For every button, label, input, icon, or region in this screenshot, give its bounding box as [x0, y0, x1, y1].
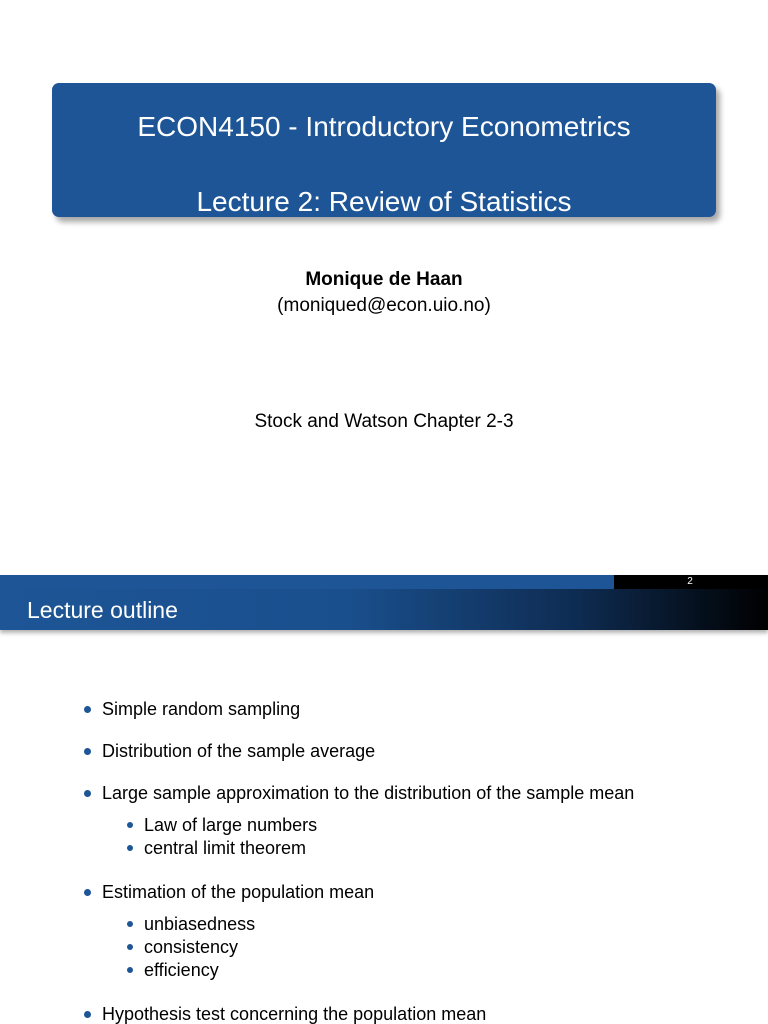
list-item: Estimation of the population mean [102, 882, 375, 902]
list-item: Distribution of the sample average [102, 741, 376, 761]
sub-list-item: efficiency [144, 960, 219, 980]
bullet-icon [127, 944, 133, 950]
bullet-icon [127, 921, 133, 927]
textbook-reference: Stock and Watson Chapter 2-3 [254, 411, 514, 432]
list-item: Hypothesis test concerning the population mean [102, 1004, 487, 1024]
bullet-icon [127, 845, 133, 851]
bullet-icon [84, 706, 91, 713]
bullet-icon [84, 889, 91, 896]
course-title: ECON4150 - Introductory Econometrics [137, 111, 631, 142]
sub-list-item: central limit theorem [144, 838, 307, 858]
bullet-icon [127, 967, 133, 973]
outline-slide [0, 575, 768, 1024]
header-strip [0, 575, 614, 589]
list-item: Large sample approximation to the distribution of the sample mean [102, 783, 635, 803]
frame-header [0, 575, 768, 630]
author-name: Monique de Haan [305, 269, 463, 290]
list-item: Simple random sampling [102, 699, 301, 719]
bullet-icon [84, 790, 91, 797]
author-email: (moniqued@econ.uio.no) [277, 295, 491, 316]
bullet-icon [84, 1011, 91, 1018]
sub-list-item: Law of large numbers [144, 815, 318, 835]
sub-list-item: unbiasedness [144, 914, 256, 934]
sub-list-item: consistency [144, 937, 239, 957]
title-box [52, 83, 716, 217]
bullet-icon [84, 748, 91, 755]
frame-title: Lecture outline [27, 597, 178, 623]
bullet-icon [127, 822, 133, 828]
lecture-title: Lecture 2: Review of Statistics [196, 186, 572, 217]
page-number: 2 [687, 576, 693, 587]
